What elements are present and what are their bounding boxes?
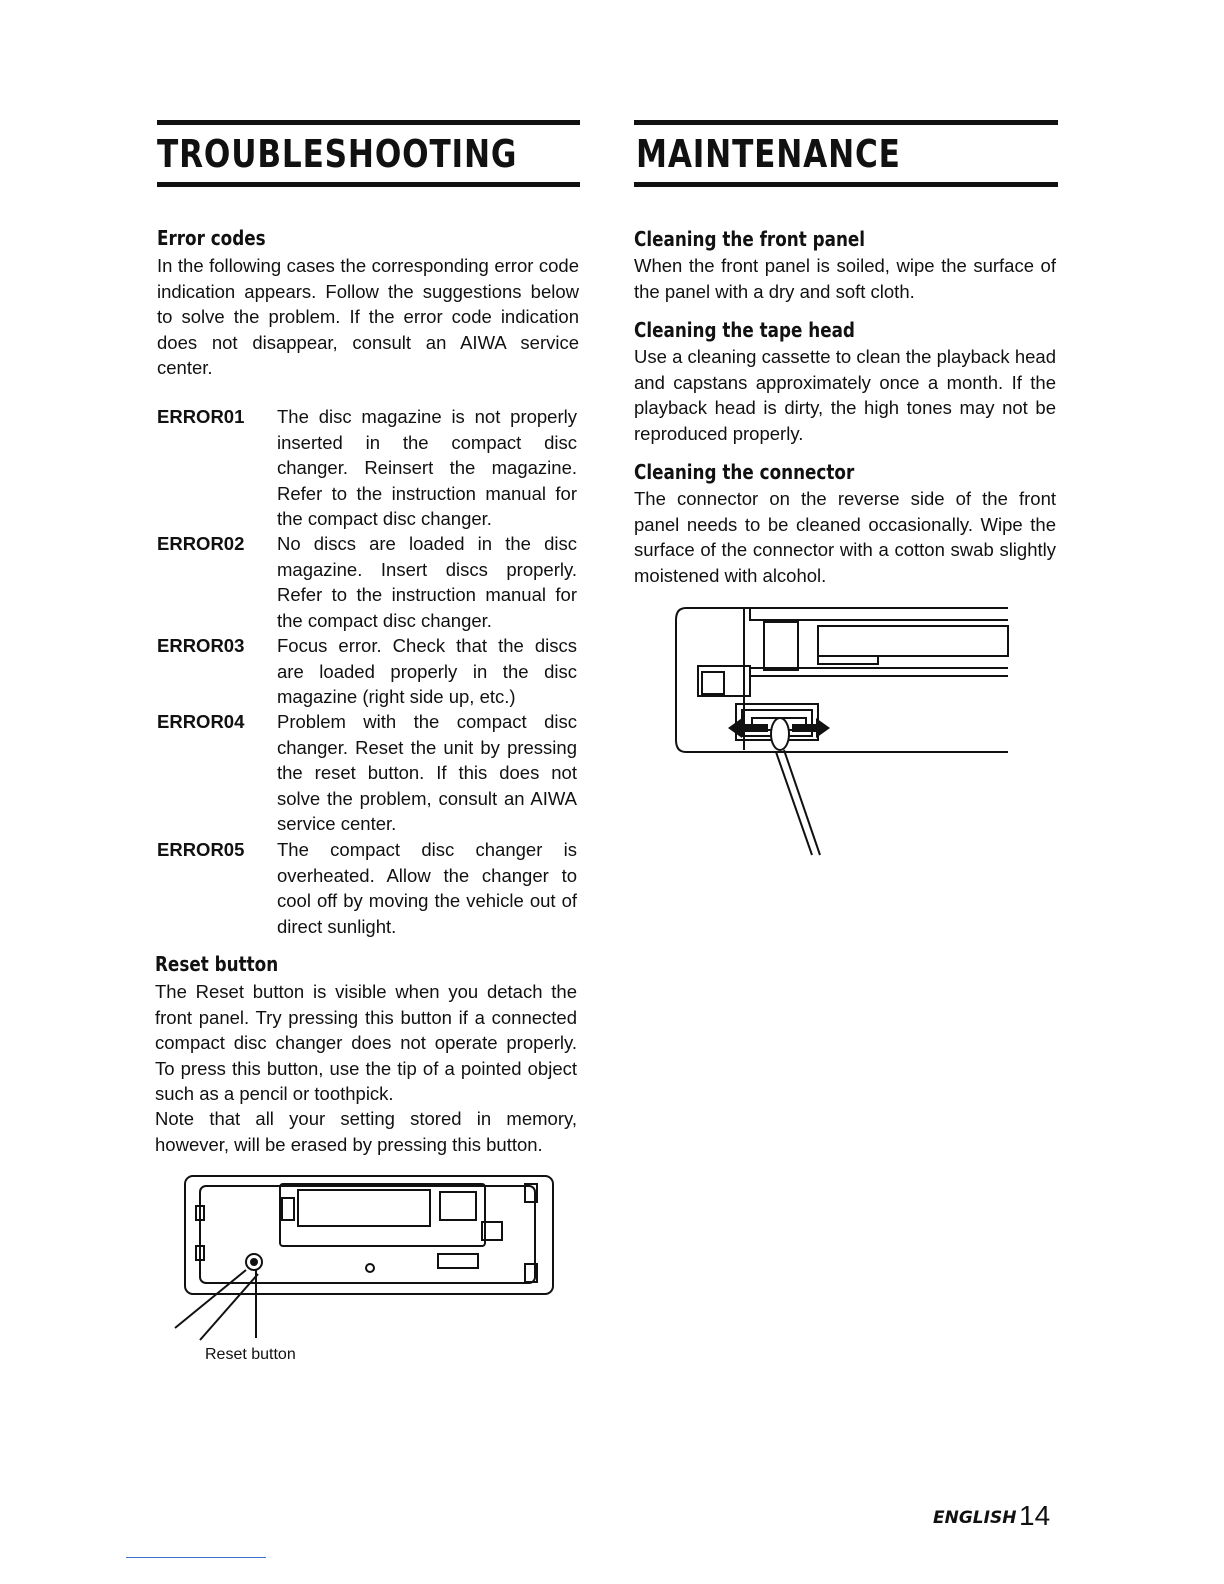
footer-language: ENGLISH [933, 1508, 1017, 1528]
error-description: The compact disc changer is overheated. Allow the changer to cool off by moving the vehicle out of direct sunlight. [277, 839, 577, 937]
error-codes-intro: In the following cases the corresponding error code indication appears. Follow the suggestions below to solve the problem. If the error code indication does not disappear, consult an AIWA service center. [157, 255, 579, 378]
error-description: No discs are loaded in the disc magazine. Insert discs properly. Refer to the instruction manual for the compact disc changer. [277, 533, 577, 631]
troubleshooting-top-rule [157, 120, 580, 125]
maintenance-bottom-rule [634, 182, 1058, 187]
cleaning-connector-heading: Cleaning the connector [634, 460, 855, 484]
error-code: ERROR01 [157, 406, 245, 427]
cleaning-connector-text: The connector on the reverse side of the front panel needs to be cleaned occasionally. Wipe the surface of the connector with a cotton swab slightly moistened with alcohol. [634, 488, 1056, 586]
reset-button-caption: Reset button [205, 1346, 296, 1363]
error-code: ERROR02 [157, 533, 245, 554]
error-codes-heading: Error codes [157, 226, 266, 250]
reset-button-paragraph-1: The Reset button is visible when you detach the front panel. Try pressing this button if a connected compact disc changer does not operate properly. To press this button, use the tip of a pointed object such as a pencil or toothpick. [155, 981, 577, 1104]
cleaning-tape-head-heading: Cleaning the tape head [634, 318, 855, 342]
error-description: Focus error. Check that the discs are loaded properly in the disc magazine (right side up, etc.) [277, 635, 577, 707]
reset-button-paragraph-2: Note that all your setting stored in memory, however, will be erased by pressing this button. [155, 1108, 577, 1155]
error-description: Problem with the compact disc changer. Reset the unit by pressing the reset button. If this does not solve the problem, consult an AIWA service center. [277, 711, 577, 834]
maintenance-title: MAINTENANCE [636, 132, 901, 176]
maintenance-top-rule [634, 120, 1058, 125]
troubleshooting-bottom-rule [157, 182, 580, 187]
cleaning-front-panel-heading: Cleaning the front panel [634, 227, 866, 251]
connector-cleaning-illustration [668, 600, 1013, 860]
error-code: ERROR05 [157, 839, 245, 860]
troubleshooting-title: TROUBLESHOOTING [157, 132, 518, 176]
reset-button-illustration [170, 1170, 570, 1360]
error-description: The disc magazine is not properly inserted in the compact disc changer. Reinsert the magazine. Refer to the instruction manual for the compact disc changer. [277, 406, 577, 529]
page-number: 14 [1019, 1500, 1051, 1531]
reset-button-heading: Reset button [155, 952, 279, 976]
cleaning-tape-head-text: Use a cleaning cassette to clean the playback head and capstans approximately once a month. If the playback head is dirty, the high tones may not be reproduced properly. [634, 346, 1056, 444]
error-code: ERROR04 [157, 711, 245, 732]
cleaning-front-panel-text: When the front panel is soiled, wipe the surface of the panel with a dry and soft cloth. [634, 255, 1056, 302]
error-code: ERROR03 [157, 635, 245, 656]
footer-line [126, 1557, 266, 1558]
